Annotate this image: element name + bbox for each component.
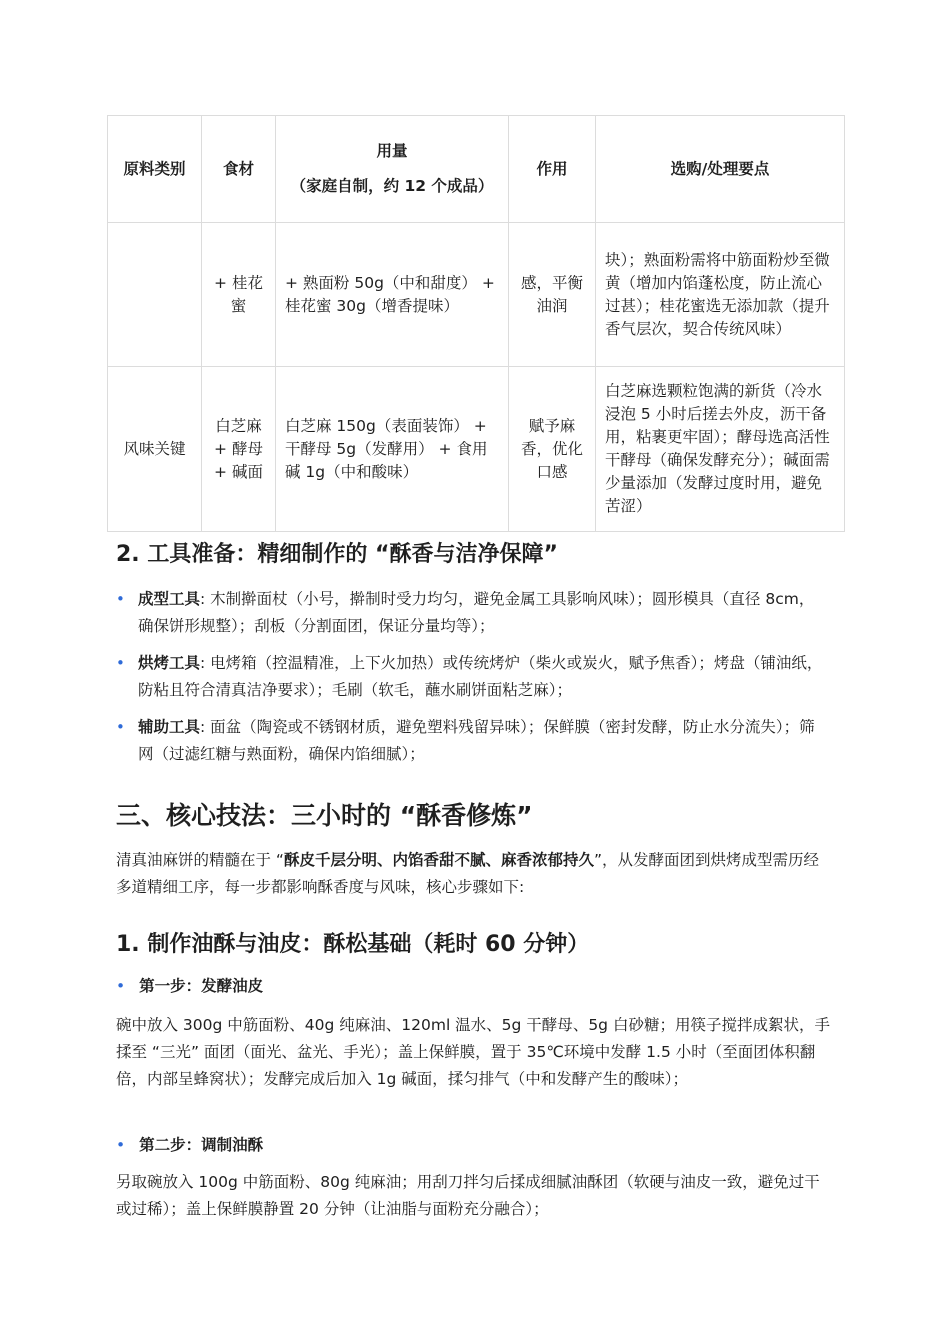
intro-emphasis: 酥皮千层分明、内馅香甜不腻、麻香浓郁持久 xyxy=(283,851,594,869)
bullet-dot-icon: • xyxy=(116,1136,126,1154)
bullet-dot-icon: • xyxy=(116,718,125,736)
sub-heading: 1. 制作油酥与油皮：酥松基础（耗时 60 分钟） xyxy=(116,932,590,957)
header-amount xyxy=(276,116,509,223)
tool-text: : 电烤箱（控温精准，上下火加热）或传统烤炉（柴火或炭火，赋予焦香）；烤盘（铺油纸，防粘且符合清真洁净要求）；毛刷（软毛，蘸水刷饼面粘芝麻）； xyxy=(138,654,823,699)
cell-category xyxy=(108,223,202,367)
header-tips: 选购/处理要点 xyxy=(596,116,845,223)
tool-text: : 木制擀面杖（小号，擀制时受力均匀，避免金属工具影响风味）；圆形模具（直径 8cm，确保饼形规整）；刮板（分割面团，保证分量均等）； xyxy=(138,590,815,635)
tool-label: 烘烤工具 xyxy=(138,654,201,672)
bullet-dot-icon: • xyxy=(116,654,125,672)
tool-label: 成型工具 xyxy=(138,590,201,608)
cell-category: 风味关键 xyxy=(108,367,202,532)
tools-heading: 2. 工具准备：精细制作的 “酥香与洁净保障” xyxy=(116,542,558,567)
step-title-text: 第二步：调制油酥 xyxy=(139,1136,264,1154)
cell-tips: 块）；熟面粉需将中筋面粉炒至微黄（增加内馅蓬松度，防止流心过甚）；桂花蜜选无添加款（提升香气层次，契合传统风味） xyxy=(596,223,845,367)
cell-amount: + 熟面粉 50g（中和甜度） + 桂花蜜 30g（增香提味） xyxy=(276,223,509,367)
step-text: 碗中放入 300g 中筋面粉、40g 纯麻油、120ml 温水、5g 干酵母、5g 白砂糖；用筷子搅拌成絮状，手揉至 “三光” 面团（面光、盆光、手光）；盖上保鲜膜，置于 35℃环境中发酵 1.5 小时（至面团体积翻倍，内部呈蜂窝状）；发酵完成后加入 1g 碱面，揉匀排气（中和发酵产生的酸味）； xyxy=(116,1016,830,1088)
cell-amount: 白芝麻 150g（表面装饰） + 干酵母 5g（发酵用） + 食用碱 1g（中和酸味） xyxy=(276,367,509,532)
tool-label: 辅助工具 xyxy=(138,718,201,736)
list-item xyxy=(116,586,828,640)
bullet-dot-icon: • xyxy=(116,977,126,995)
cell-function: 赋予麻香，优化口感 xyxy=(509,367,596,532)
cell-ingredient: 白芝麻 + 酵母 + 碱面 xyxy=(202,367,276,532)
header-amount-title: 用量 xyxy=(376,142,408,160)
intro-text: ”，从发酵面团到烘烤成型需历经多道精细工序，每一步都影响酥香度与风味，核心步骤如下: xyxy=(116,851,820,896)
step-title-text: 第一步：发酵油皮 xyxy=(139,977,264,995)
cell-ingredient: + 桂花蜜 xyxy=(202,223,276,367)
section-intro xyxy=(116,847,832,901)
header-ingredient: 食材 xyxy=(202,116,276,223)
table-header-row xyxy=(108,116,845,223)
section-heading: 三、核心技法：三小时的 “酥香修炼” xyxy=(116,801,533,830)
tools-list xyxy=(116,586,828,768)
step-title xyxy=(116,973,263,1000)
cell-tips: 白芝麻选颗粒饱满的新货（冷水浸泡 5 小时后搓去外皮，沥干备用，粘裹更牢固）；酵母选高活性干酵母（确保发酵充分）；碱面需少量添加（发酵过度时用，避免苦涩） xyxy=(596,367,845,532)
step-text: 另取碗放入 100g 中筋面粉、80g 纯麻油；用刮刀拌匀后揉成细腻油酥团（软硬与油皮一致，避免过干或过稀）；盖上保鲜膜静置 20 分钟（让油脂与面粉充分融合）； xyxy=(116,1173,820,1218)
table-row xyxy=(108,223,845,367)
header-amount-sub: （家庭自制，约 12 个成品） xyxy=(290,177,494,195)
cell-function: 感，平衡油润 xyxy=(509,223,596,367)
table-row xyxy=(108,367,845,532)
list-item xyxy=(116,650,828,704)
ingredients-table xyxy=(107,115,845,532)
tool-text: : 面盆（陶瓷或不锈钢材质，避免塑料残留异味）；保鲜膜（密封发酵，防止水分流失）；筛网（过滤红糖与熟面粉，确保内馅细腻）； xyxy=(138,718,815,763)
intro-text: 清真油麻饼的精髓在于 “ xyxy=(116,851,284,869)
bullet-dot-icon: • xyxy=(116,590,125,608)
list-item xyxy=(116,714,828,768)
step-title xyxy=(116,1132,263,1159)
header-function: 作用 xyxy=(509,116,596,223)
header-category: 原料类别 xyxy=(108,116,202,223)
